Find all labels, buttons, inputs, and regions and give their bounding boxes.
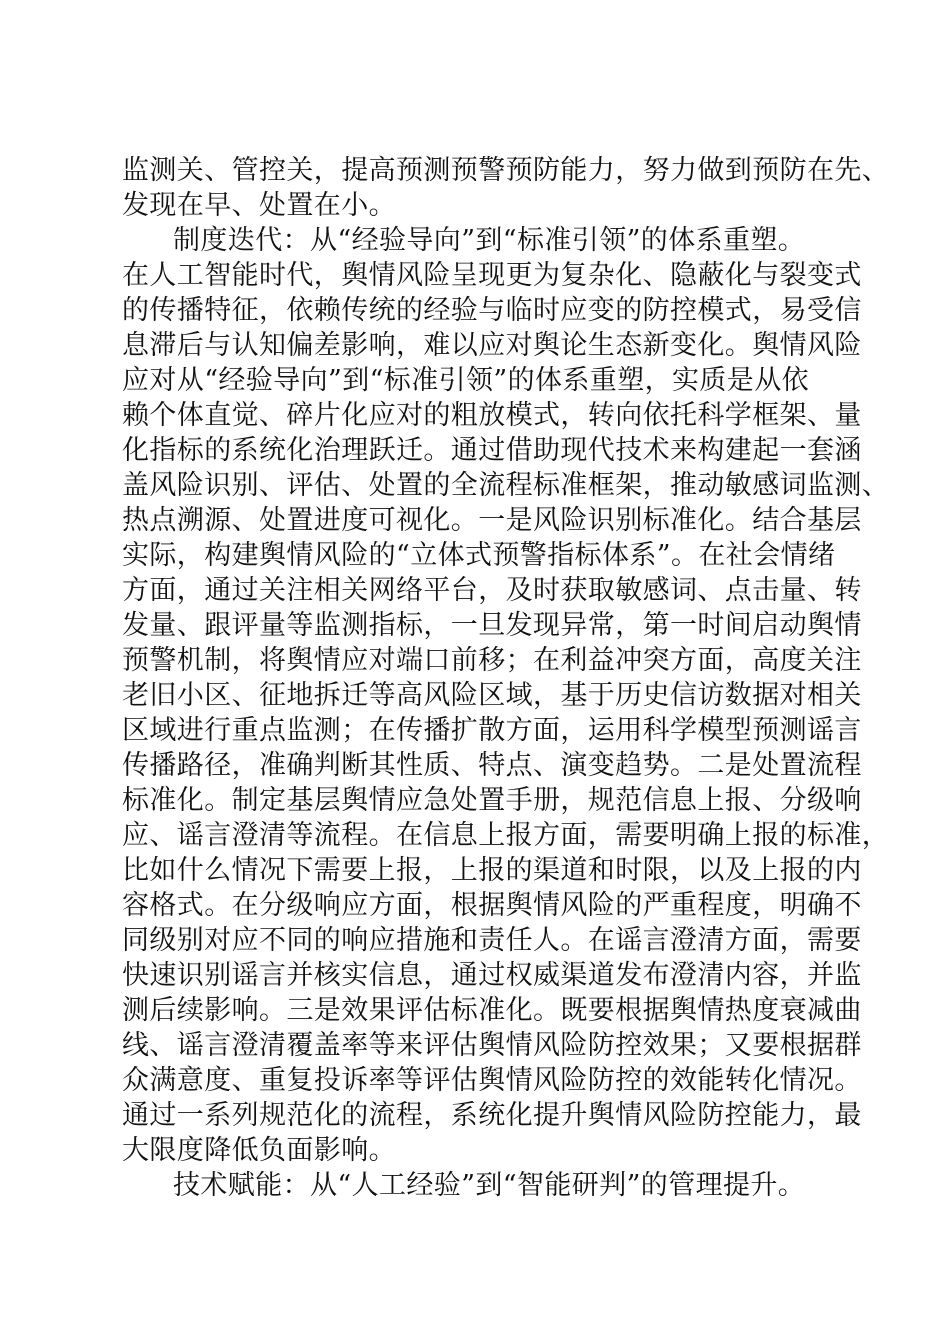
text-line: 通过一系列规范化的流程，系统化提升舆情风险防控能力，最 [122, 1100, 862, 1131]
text-line: 热点溯源、处置进度可视化。一是风险识别标准化。结合基层 [122, 505, 862, 536]
text-line: 同级别对应不同的响应措施和责任人。在谣言澄清方面，需要 [122, 925, 862, 956]
text-line: 在人工智能时代，舆情风险呈现更为复杂化、隐蔽化与裂变式 [122, 260, 862, 291]
text-line: 应对从“经验导向”到“标准引领”的体系重塑，实质是从依 [122, 365, 810, 396]
text-line: 传播路径，准确判断其性质、特点、演变趋势。二是处置流程 [122, 750, 862, 781]
text-line: 赖个体直觉、碎片化应对的粗放模式，转向依托科学框架、量 [122, 400, 862, 431]
text-line: 众满意度、重复投诉率等评估舆情风险防控的效能转化情况。 [122, 1065, 862, 1096]
text-line: 实际，构建舆情风险的“立体式预警指标体系”。在社会情绪 [122, 540, 836, 571]
text-line: 的传播特征，依赖传统的经验与临时应变的防控模式，易受信 [122, 295, 862, 326]
text-line: 发量、跟评量等监测指标，一旦发现异常，第一时间启动舆情 [122, 610, 862, 641]
text-line: 快速识别谣言并核实信息，通过权威渠道发布澄清内容，并监 [122, 960, 862, 991]
text-line: 容格式。在分级响应方面，根据舆情风险的严重程度，明确不 [122, 890, 862, 921]
text-line: 标准化。制定基层舆情应急处置手册，规范信息上报、分级响 [122, 785, 862, 816]
text-line: 化指标的系统化治理跃迁。通过借助现代技术来构建起一套涵 [122, 435, 862, 466]
text-line: 线、谣言澄清覆盖率等来评估舆情风险防控效果；又要根据群 [122, 1030, 862, 1061]
text-line: 发现在早、处置在小。 [122, 190, 396, 221]
text-line: 预警机制，将舆情应对端口前移；在利益冲突方面，高度关注 [122, 645, 862, 676]
text-line: 盖风险识别、评估、处置的全流程标准框架，推动敏感词监测、 [122, 470, 890, 501]
text-line: 监测关、管控关，提高预测预警预防能力，努力做到预防在先、 [122, 155, 890, 186]
text-line: 息滞后与认知偏差影响，难以应对舆论生态新变化。舆情风险 [122, 330, 862, 361]
text-line: 区域进行重点监测；在传播扩散方面，运用科学模型预测谣言 [122, 715, 862, 746]
text-line: 测后续影响。三是效果评估标准化。既要根据舆情热度衰减曲 [122, 995, 862, 1026]
text-line: 应、谣言澄清等流程。在信息上报方面，需要明确上报的标准， [122, 820, 890, 851]
section-heading: 技术赋能：从“人工经验”到“智能研判”的管理提升。 [173, 1170, 806, 1201]
text-line: 比如什么情况下需要上报，上报的渠道和时限，以及上报的内 [122, 855, 862, 886]
section-heading: 制度迭代：从“经验导向”到“标准引领”的体系重塑。 [173, 225, 806, 256]
text-line: 老旧小区、征地拆迁等高风险区域，基于历史信访数据对相关 [122, 680, 862, 711]
text-line: 大限度降低负面影响。 [122, 1135, 396, 1166]
text-line: 方面，通过关注相关网络平台，及时获取敏感词、点击量、转 [122, 575, 862, 606]
